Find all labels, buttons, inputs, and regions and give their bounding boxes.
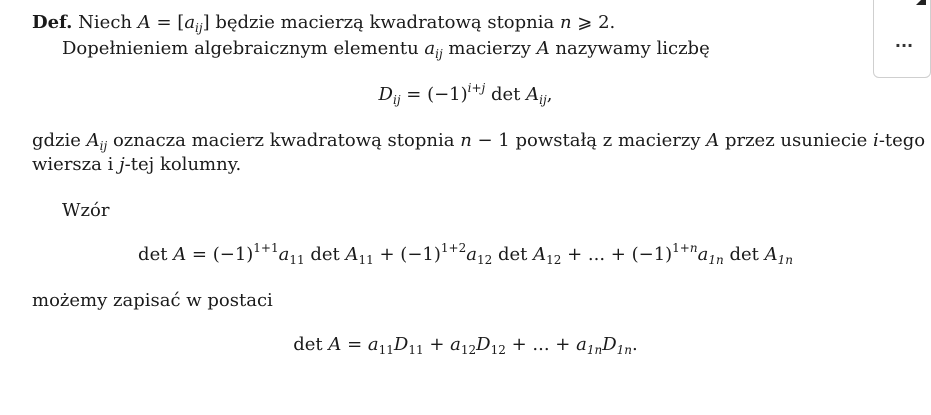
definition-label: Def. <box>32 12 73 33</box>
more-options-button[interactable]: ··· <box>894 36 914 55</box>
explanation-line-2: wiersza i j-tej kolumny. <box>32 154 242 175</box>
mozemy-text: możemy zapisać w postaci <box>32 290 273 311</box>
corner-arrow-icon[interactable] <box>914 0 928 7</box>
short-formula: $\det A = a_{11}D_{11} + a_{12}D_{12}$ + ... + $a_{1n}D_{1n}$. <box>293 334 638 357</box>
definition-line-1: Def. Niech $A = [a_{ij}]$ będzie macierzą kwadratową stopnia n ⩾ 2. <box>32 12 616 35</box>
side-panel-widget <box>873 0 931 78</box>
explanation-line-1: gdzie $A_{ij}$ oznacza macierz kwadratową stopnia n − 1 powstałą z macierzy A przez usuniecie i-tego <box>32 130 926 153</box>
laplace-formula: $\det A = (-1)^{1+1}a_{11}$ $\det A_{11} + (-1)^{1+2}a_{12}$ $\det A_{12}$ + ... + $(-1)^{1+n}a_{1n}$ $\det A_{1n}$ <box>138 241 793 267</box>
cofactor-formula: $D_{ij} = (-1)^{i+j}$ $\det A_{ij}$, <box>378 81 553 107</box>
definition-line-2: Dopełnieniem algebraicznym elementu $a_{ij}$ macierzy A nazywamy liczbę <box>62 38 710 61</box>
wzor-text: Wzór <box>62 200 110 221</box>
